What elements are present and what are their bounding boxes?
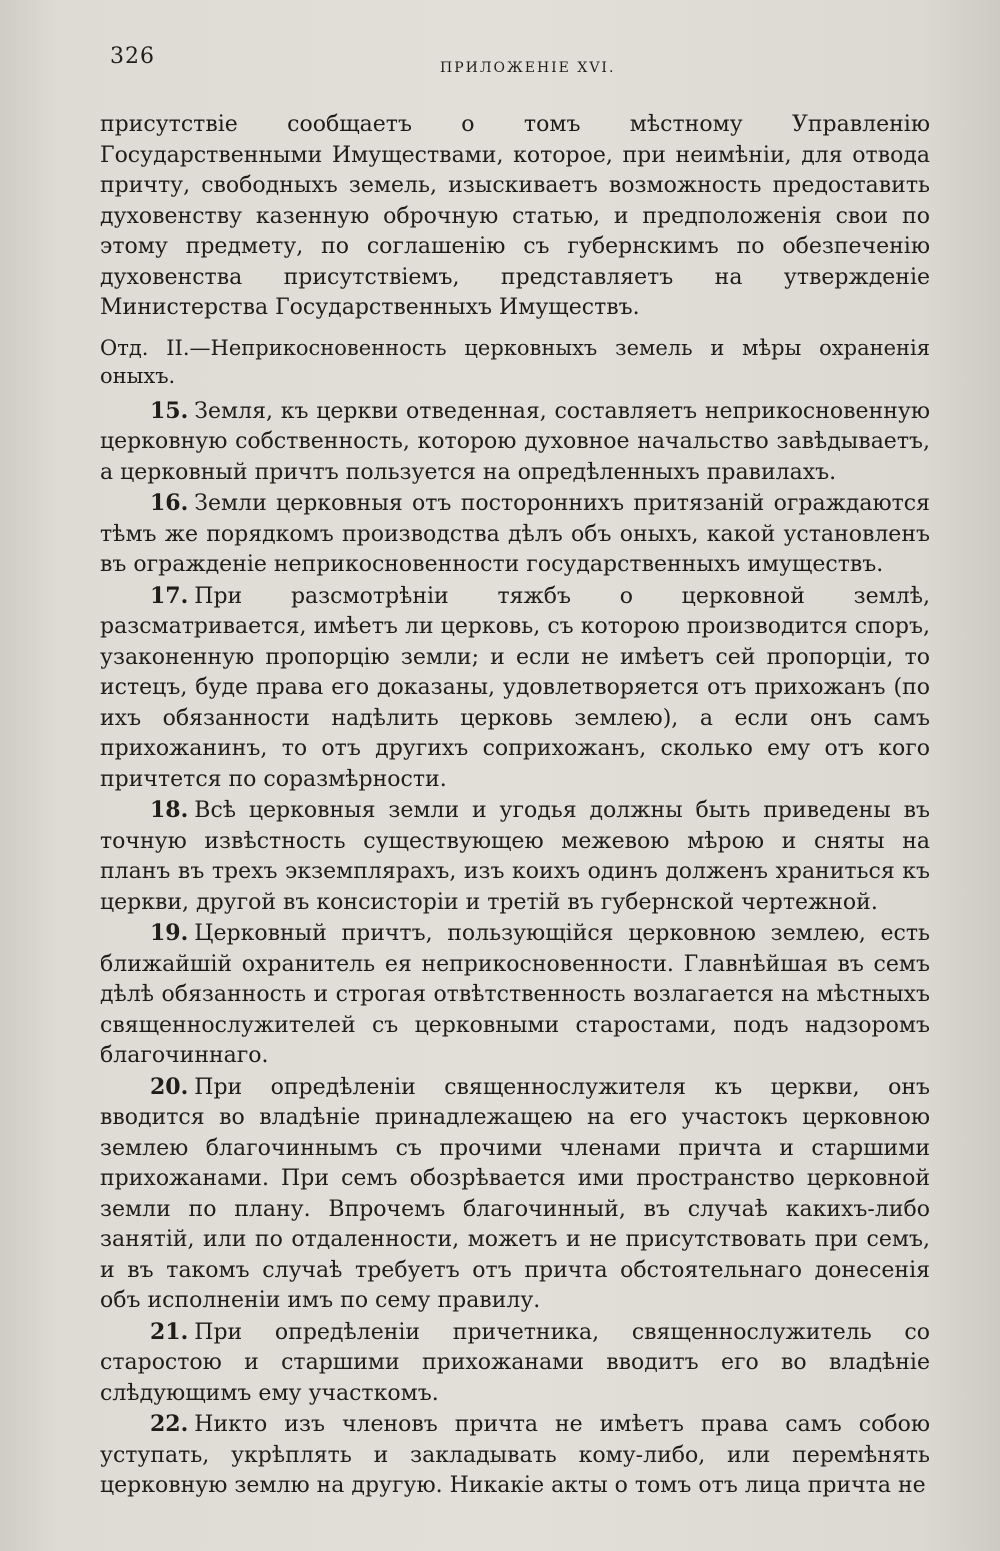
article-number: 15. xyxy=(150,397,189,424)
article-number: 18. xyxy=(150,797,189,823)
article-text: При разсмотрѣніи тяжбъ о церковной землѣ, разсматривается, имѣетъ ли церковь, съ которою производится споръ, узаконенную пропорцію земли; и если не имѣетъ сей пропорціи, то истецъ, буде права его доказаны, удовлетворяется отъ прихожанъ (по ихъ обязанности надѣлить церковь землею), а если онъ самъ прихожанинъ, то отъ другихъ соприхожанъ, сколько ему отъ кого причтется по соразмѣрности. xyxy=(100,583,930,792)
article-text: Церковный причтъ, пользующійся церковною землею, есть ближайшій охранитель ея неприкосновенности. Главнѣйшая въ семъ дѣлѣ обязанность и строгая отвѣтственность возлагается на мѣстныхъ священнослужителей съ церковными старостами, подъ надзоромъ благочиннаго. xyxy=(100,921,930,1068)
article-text: Земли церковныя отъ постороннихъ притязаній ограждаются тѣмъ же порядкомъ производства дѣлъ объ оныхъ, какой установленъ въ огражденіе неприкосновенности государственныхъ имуществъ. xyxy=(100,491,930,577)
article-text: Никто изъ членовъ причта не имѣетъ права самъ собою уступать, укрѣплять и закладывать кому-либо, или перемѣнять церковную землю на другую. Никакіе акты о томъ отъ лица причта не xyxy=(100,1412,930,1498)
article-18 xyxy=(100,795,930,918)
page-body xyxy=(100,110,930,1502)
article-text: Земля, къ церкви отведенная, составляетъ неприкосновенную церковную собственность, которою духовное начальство завѣдываетъ, а церковный причтъ пользуется на опредѣленныхъ правилахъ. xyxy=(100,398,930,485)
intro-paragraph: присутствіе сообщаетъ о томъ мѣстному Управленію Государственными Имуществами, которое, при неимѣніи, для отвода причту, свободныхъ земель, изыскиваетъ возможность предоставить духовенству казенную оброчную статью, и предположенія свои по этому предмету, по соглашенію съ губернскимъ по обезпеченію духовенства присутствіемъ, представляетъ на утвержденіе Министерства Государственныхъ Имуществъ. xyxy=(100,112,930,320)
page-header xyxy=(100,40,930,110)
article-number: 20. xyxy=(150,1073,189,1100)
section-heading-line2: оныхъ. xyxy=(100,363,176,388)
article-15 xyxy=(100,396,930,489)
page-number: 326 xyxy=(110,44,155,69)
article-text: При опредѣленіи причетника, священнослужитель со старостою и старшими прихожанами вводитъ его во владѣніе слѣдующимъ ему участкомъ. xyxy=(100,1319,930,1406)
article-text: При опредѣленіи священнослужителя къ церкви, онъ вводится во владѣніе принадлежащею на его участокъ церковною землею благочиннымъ съ прочими членами причта и старшими прихожанами. При семъ обозрѣвается ими пространство церковной земли по плану. Впрочемъ благочинный, въ случаѣ какихъ-либо занятій, или по отдаленности, можетъ и не присутствовать при семъ, и въ такомъ случаѣ требуетъ отъ причта обстоятельнаго донесенія объ исполненіи имъ по сему правилу. xyxy=(100,1074,930,1313)
section-heading xyxy=(100,334,930,390)
article-19 xyxy=(100,918,930,1072)
article-number: 21. xyxy=(150,1318,189,1345)
article-20 xyxy=(100,1072,930,1317)
running-head: ПРИЛОЖЕНІЕ XVI. xyxy=(440,60,616,76)
article-number: 17. xyxy=(150,582,189,609)
section-heading-line1: Отд. II.—Неприкосновенность церковныхъ земель и мѣры охраненія xyxy=(100,335,930,360)
article-number: 19. xyxy=(150,920,189,946)
article-22 xyxy=(100,1409,930,1502)
article-number: 22. xyxy=(150,1411,189,1437)
article-text: Всѣ церковныя земли и угодья должны быть приведены въ точную извѣстность существующею межевою мѣрою и сняты на планъ въ трехъ экземплярахъ, изъ коихъ одинъ долженъ храниться къ церкви, другой въ консисторіи и третій въ губернской чертежной. xyxy=(100,798,930,915)
article-number: 16. xyxy=(150,490,189,516)
article-16 xyxy=(100,488,930,581)
article-17 xyxy=(100,581,930,796)
article-21 xyxy=(100,1317,930,1410)
